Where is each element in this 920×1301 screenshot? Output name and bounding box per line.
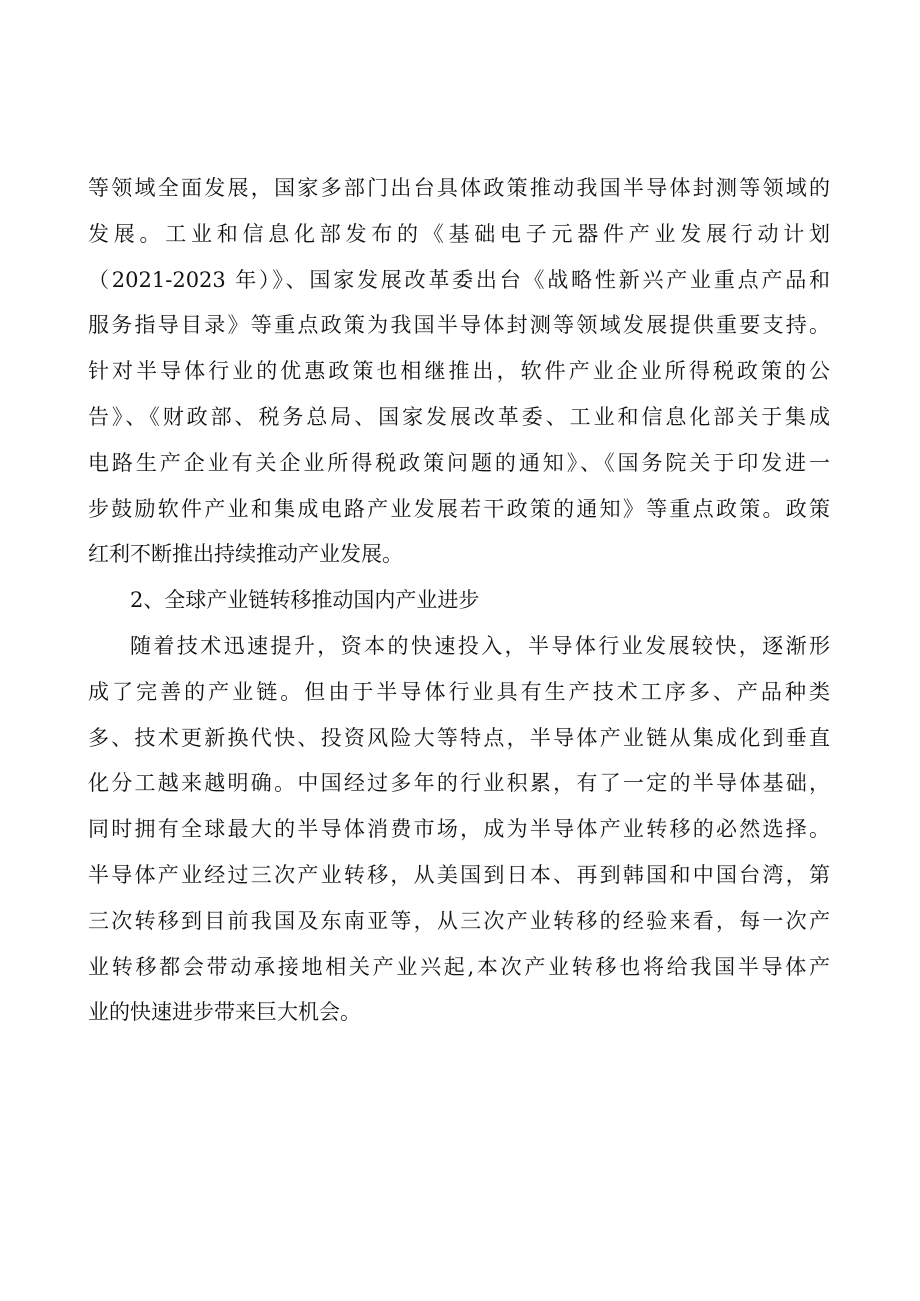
paragraph-1-line-2: 发展。工业和信息化部发布的《基础电子元器件产业发展行动计划 — [88, 221, 830, 246]
paragraph-1-line-9: 红利不断推出持续推动产业发展。 — [88, 542, 403, 567]
paragraph-2-line-8: 业转移都会带动承接地相关产业兴起,本次产业转移也将给我国半导体产 — [88, 954, 830, 979]
paragraph-1-line-8: 步鼓励软件产业和集成电路产业发展若干政策的通知》等重点政策。政策 — [88, 496, 830, 521]
paragraph-2-line-6: 半导体产业经过三次产业转移，从美国到日本、再到韩国和中国台湾，第 — [88, 862, 830, 887]
paragraph-2-line-2: 成了完善的产业链。但由于半导体行业具有生产技术工序多、产品种类 — [88, 679, 830, 704]
paragraph-2-line-4: 化分工越来越明确。中国经过多年的行业积累，有了一定的半导体基础， — [88, 771, 830, 796]
paragraph-1-line-6: 告》、《财政部、税务总局、国家发展改革委、工业和信息化部关于集成 — [88, 404, 830, 429]
document-body — [88, 166, 830, 1036]
paragraph-1-line-5: 针对半导体行业的优惠政策也相继推出，软件产业企业所得税政策的公 — [88, 359, 830, 384]
paragraph-1-line-1: 等领域全面发展，国家多部门出台具体政策推动我国半导体封测等领域的 — [88, 176, 830, 200]
paragraph-1-line-4: 服务指导目录》等重点政策为我国半导体封测等领域发展提供重要支持。 — [88, 313, 830, 338]
paragraph-2-line-3: 多、技术更新换代快、投资风险大等特点，半导体产业链从集成化到垂直 — [88, 725, 830, 750]
paragraph-2-line-9: 业的快速进步带来巨大机会。 — [88, 1000, 361, 1025]
section-heading: 2、全球产业链转移推动国内产业进步 — [130, 588, 480, 613]
paragraph-2-line-5: 同时拥有全球最大的半导体消费市场，成为半导体产业转移的必然选择。 — [88, 817, 830, 842]
paragraph-2-line-7: 三次转移到目前我国及东南亚等，从三次产业转移的经验来看，每一次产 — [88, 908, 830, 933]
paragraph-1-line-7: 电路生产企业有关企业所得税政策问题的通知》、《国务院关于印发进一 — [88, 450, 830, 475]
paragraph-1-line-3: （2021-2023 年）》、国家发展改革委出台《战略性新兴产业重点产品和 — [88, 267, 830, 292]
paragraph-2-line-1: 随着技术迅速提升，资本的快速投入，半导体行业发展较快，逐渐形 — [130, 633, 830, 658]
